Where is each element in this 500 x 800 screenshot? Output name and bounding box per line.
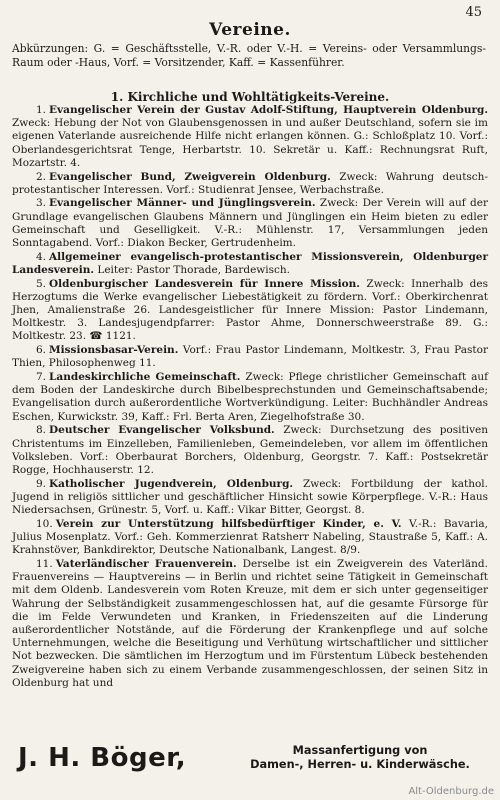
entry-number: 5. xyxy=(36,277,47,290)
list-item xyxy=(12,197,488,250)
list-item xyxy=(12,344,488,370)
advertisement xyxy=(18,743,488,777)
entry-name: Missionsbasar-Verein. xyxy=(49,344,179,357)
list-item xyxy=(12,104,488,170)
entry-number: 8. xyxy=(36,424,47,437)
abbreviations-note: Abkürzungen: G. = Geschäftsstelle, V.-R. oder V.-H. = Vereins- oder Versammlungs-Raum oder -Haus, Vorf. = Vorsitzender, Kaff. = Kassenführer. xyxy=(12,42,486,69)
entry-text: Vorf.: Frau Pastor Lindemann, Moltkestr. 3, Frau Pastor Thien, Philosophenweg 11. xyxy=(12,344,488,370)
entry-number: 4. xyxy=(36,250,47,263)
entry-number: 10. xyxy=(36,517,53,530)
entry-number: 7. xyxy=(36,371,47,384)
list-item xyxy=(12,171,488,197)
entry-name: Verein zur Unterstützung hilfsbedürftiger Kinder, e. V. xyxy=(55,517,402,530)
entry-name: Evangelischer Bund, Zweigverein Oldenburg. xyxy=(49,170,331,183)
entry-number: 3. xyxy=(36,197,47,210)
entries-list xyxy=(12,104,488,690)
entry-name: Katholischer Jugendverein, Oldenburg. xyxy=(49,477,294,490)
entry-number: 2. xyxy=(36,170,47,183)
entry-name: Oldenburgischer Landesverein für Innere Mission. xyxy=(49,277,360,290)
list-item xyxy=(12,558,488,690)
entry-text: Derselbe ist ein Zweigverein des Vaterländ. Frauenvereins — Hauptvereins — in Berlin und richtet seine Tätigkeit in Gemeinschaft mit dem Oldenb. Landesverein vom Roten Kreuze, mit dem er sich unter gegenseitiger Wahrung der Selbständigkeit zusammengeschlossen hat, auf die gesamte Fürsorge für die im Felde Verwundeten und Kranken, in Friedenszeiten auf die Linderung außerordentlicher Notstände, auf die Förderung der Krankenpflege und auf solche Unternehmungen, welche die Beseitigung und Verhütung wirtschaftlicher und sittlicher Not bezwecken. Die sämtlichen im Herzogtum und im Fürstentum Lübeck bestehenden Zweigvereine haben sich zu einem Verbande zusammengeschlossen, der seinen Sitz in Oldenburg hat und xyxy=(12,557,488,689)
advertiser-name: J. H. Böger, xyxy=(18,743,187,773)
list-item xyxy=(12,518,488,558)
entry-number: 11. xyxy=(36,557,53,570)
entry-number: 9. xyxy=(36,477,47,490)
ad-line-1: Massanfertigung von xyxy=(292,744,428,757)
list-item xyxy=(12,371,488,424)
advertisement-text xyxy=(240,744,480,772)
entry-text: Zweck: Hebung der Not von Glaubensgenossen in und außer Deutschland, sofern sie im eigenen Vaterlande ausreichende Hilfe nicht erlangen können. G.: Schloßplatz 10. Vorf.: Oberlandesgerichtsrat Tenge, Herbartstr. 10. Sekretär u. Kaff.: Rechnungsrat Ruft, Mozartstr. 4. xyxy=(12,117,488,169)
entry-text: Zweck: Innerhalb des Herzogtums die Werke evangelischer Liebestätigkeit zu fördern. Vorf.: Oberkirchenrat Jhen, Amalienstraße 26. Landesgeistlicher für Innere Mission: Pastor Lindemann, Moltkestr. 3. Landesjugendpfarrer: Pastor Ahme, Donnerschweerstraße 89. G.: Moltkestr. 23. ☎ 1121. xyxy=(12,277,488,343)
entry-name: Evangelischer Männer- und Jünglingsverein. xyxy=(49,197,316,210)
page-header: Vereine. xyxy=(209,20,291,40)
entry-text: Leiter: Pastor Thorade, Bardewisch. xyxy=(97,263,291,276)
list-item xyxy=(12,251,488,277)
entry-text: V.-R.: Bavaria, Julius Mosenplatz. Vorf.: Geh. Kommerzienrat Ratsherr Nabeling, Staustraße 5, Kaff.: A. Krahnstöver, Bankdirektor, Deutsche Nationalbank, Langest. 8/9. xyxy=(12,517,488,557)
entry-text: Zweck: Pflege christlicher Gemeinschaft auf dem Boden der Landeskirche durch Bibelbesprechstunden und Gemeinschaftsabende; Evangelisation durch außerordentliche Wortverkündigung. Leiter: Buchhändler Andreas Eschen, Kurwickstr. 39, Kaff.: Frl. Berta Aren, Ziegelhofstraße 30. xyxy=(12,371,489,423)
entry-name: Evangelischer Verein der Gustav Adolf-Stiftung, Hauptverein Oldenburg. xyxy=(49,104,488,116)
entry-name: Allgemeiner evangelisch-protestantischer Missionsverein, Oldenburger Landesverein. xyxy=(12,250,488,276)
section-title: 1. Kirchliche und Wohltätigkeits-Vereine. xyxy=(110,90,390,104)
entry-number: 6. xyxy=(36,344,47,357)
list-item xyxy=(12,278,488,344)
watermark: Alt-Oldenburg.de xyxy=(408,786,494,797)
entry-text: Zweck: Der Verein will auf der Grundlage evangelischen Glaubens Männern und Jünglingen ein Heim bieten zu edler Gemeinschaft und Geselligkeit. V.-R.: Mühlenstr. 17, Versammlungen jeden Sonntagabend. Vorf.: Diakon Becker, Gertrudenheim. xyxy=(12,197,489,250)
entry-name: Landeskirchliche Gemeinschaft. xyxy=(49,371,241,384)
entry-text: Zweck: Wahrung deutsch-protestantischer Interessen. Vorf.: Studienrat Jensee, Werbachstraße. xyxy=(12,170,488,196)
ad-line-2: Damen-, Herren- u. Kinderwäsche. xyxy=(250,758,470,771)
entry-text: Zweck: Fortbildung der kathol. Jugend in religiös sittlicher und geschäftlicher Hinsicht sowie Körperpflege. V.-R.: Haus Niedersachsen, Grünestr. 5, Vorf. u. Kaff.: Vikar Bitter, Georgst. 8. xyxy=(12,477,489,517)
list-item xyxy=(12,424,488,477)
entry-number: 1. xyxy=(36,104,47,116)
entry-name: Deutscher Evangelischer Volksbund. xyxy=(49,424,275,437)
page-number: 45 xyxy=(465,5,482,20)
entry-text: Zweck: Durchsetzung des positiven Christentums im Einzelleben, Familienleben, Gemeindeleben, vor allem im öffentlichen Volksleben. Vorf.: Oberbaurat Borchers, Oldenburg, Georgstr. 7. Kaff.: Postsekretär Rogge, Hochhauserstr. 12. xyxy=(12,424,488,476)
entry-name: Vaterländischer Frauenverein. xyxy=(55,557,237,570)
list-item xyxy=(12,478,488,518)
